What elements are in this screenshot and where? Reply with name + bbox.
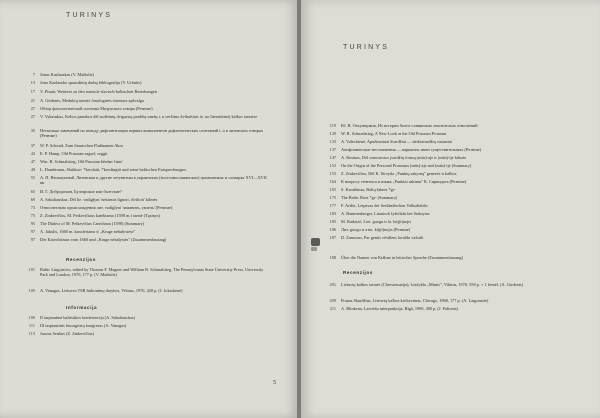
toc-entry: 27 Обзор фонологической системы Медукского говора (Резюме) bbox=[30, 106, 153, 111]
toc-entry: 211 A. Blinkena, Latviešu interpunkcija, Rīgā, 1969, 400 p. (J. Palionis) bbox=[329, 306, 458, 311]
page-number: 5 bbox=[273, 380, 276, 386]
toc-entry: 65 И. Г. Добродомов, Булгарские или балтские? bbox=[30, 189, 122, 194]
toc-entry: 188 Über die Namen von Krābne in lettischer Sprache (Zusammenfassung) bbox=[329, 255, 463, 260]
toc-entry: 201 Lietuvių kalbos tarmės (Chrestomatija), Leidykla „Mintis", Vilnius, 1970, 558 p. + 1 žemėl. (A. Girdenis) bbox=[329, 282, 524, 287]
toc-entry: 75 Z. Zinkevičius, M. Petkevičiaus katekizmo (1598 m.) tarmė (Tęsinys) bbox=[30, 213, 161, 218]
toc-entry: 152 On the Origin of the Personal Pronouns (mūs)-aje and (mūs)-ije (Summary) bbox=[329, 163, 472, 168]
toc-entry: 73 Относительно происхождения лит. vadiglyni 'заманить, увлечь' (Резюме) bbox=[30, 205, 173, 210]
toc-entry: 27 V. Vykauskas, Kelios pastabos dėl sudėtinių dvigarsių pradžių sandų i, u veržimo dvibalsiais ie, uo literatūrinėj kalbos tarmėse bbox=[30, 114, 258, 119]
toc-entry: 109 II tarptautinė baltistikos konferencija (A. Sabaliauskas) bbox=[28, 315, 135, 320]
toc-entry: 97 Der Katechismus vom 1660 und „Kruge nebalystės" (Zusammenfassung) bbox=[30, 237, 167, 242]
toc-entry: 97 A. Jakulis, 1660 m. kancleriams ir „Kruge nebalystėse" bbox=[30, 229, 136, 234]
right-page-heading: TURINYS bbox=[343, 44, 390, 51]
toc-entry: 147 A. Rosinas, Dėl senosiosios įvardžių formų (mūs)-aje ir (mūs)-ije kilmės bbox=[329, 155, 467, 160]
reviews-section-title: Recenzijos bbox=[66, 257, 96, 262]
toc-entry: 185 M. Rudzytė, Liet. guogu tr la. kūj(i)nojis bbox=[329, 219, 412, 224]
toc-entry: 137 Апофонические местоимения — варианты имен существительных (Резюме) bbox=[329, 147, 482, 152]
toc-entry: 209 Pranas Skardžius, Lietuvių kalbos kirčiavimas, Chicago, 1968, 177 p. (A. Laigonaitė) bbox=[329, 298, 489, 303]
toc-entry: 7 Jonas Kazlauskas (V. Mažiulis) bbox=[32, 72, 94, 77]
ink-smudge bbox=[311, 247, 317, 251]
toc-entry: 153 Z. Zinkevičius, Dėl K. Sirvydo „Punktų sakymų" genezės ir kalbos bbox=[329, 171, 457, 176]
toc-entry: 129 W. R. Schmalstieg, A New Look at the Old Prussian Pronoun bbox=[329, 131, 447, 136]
toc-entry: 21 A. Girdenis, Medukių tarmės fonologinės sistemos apžvalga bbox=[30, 98, 144, 103]
toc-entry: 55 А. П. Непокупный, Литовская и другие летувизмы в украинских (восточнославянских) грамматиках и словарях XVI—XVII вв. bbox=[30, 175, 267, 186]
ink-smudge bbox=[311, 238, 320, 246]
toc-entry: 111 III tarptautinis finougristų kongresas (A. Vanagas) bbox=[28, 323, 127, 328]
toc-entry: 35 Несколько замечаний по поводу дифтонгизации первых компонентов дифтонгических сочетаний i, u в литовских говорах (Резюме) bbox=[30, 128, 263, 139]
toc-entry: 37 W. P. Schmid, Zum litauischen Flußnamen Akra bbox=[30, 143, 123, 148]
left-page bbox=[0, 0, 299, 418]
toc-entry: 119 Ю. В. Откупщиков, Из истории балто-славянских лексических отношений bbox=[329, 123, 478, 128]
toc-entry: 13 Jono Kazlausko spausdintų darbų bibliografija (V. Urbutis) bbox=[30, 80, 142, 85]
toc-entry: 165 S. Karaliūnas, Baltų šaknis *gr- bbox=[329, 187, 396, 192]
toc-entry: 164 К вопросу генезиса и языка „Punktai sakimu" К. Сирвидаса (Резюме) bbox=[329, 179, 467, 184]
toc-entry: 49 L. Dambiunas, Slaitkuo- *kerslaiti, *kerslingiti und seine baltischen Entsprechungen bbox=[30, 167, 186, 172]
toc-entry: 101 Baltic Linguistics, edited by Thomas F. Magner and William R. Schmalstieg, The Pennsylvania State University Press, University Park and London, 1970, 177 p. (V. Mažiulis) bbox=[28, 267, 264, 278]
toc-entry: 187 D. Zamozas, Par gentis vēstīlem lavaldu valodā bbox=[329, 235, 423, 240]
toc-entry: 133 A. Valeckienė, Apažioniniai žvardžiai — daiktavardžių variantai bbox=[329, 139, 452, 144]
toc-entry: 17 V. Pisani, Weiteres zu den iranisch-slavisch-baltischen Beziehungen bbox=[30, 89, 157, 94]
toc-entry: 183 A. Bammesberger, Litauisch lyžti/ūda bei Stalnytas bbox=[329, 211, 430, 216]
toc-entry: 105 A. Vanagas, Lietuvos TSR hidronimų darybos, Vilnius, 1970, 428 p. (J. Jokaitienė) bbox=[28, 288, 183, 293]
toc-entry: 47 Wm. R. Schmalstieg, Old Prussian kērdan 'time' bbox=[30, 159, 123, 164]
information-section-title: Informacija bbox=[66, 305, 98, 310]
reviews-section-title: Recenzijos bbox=[343, 270, 373, 275]
toc-entry: 175 The Baltic Root *gr- (Summary) bbox=[329, 195, 398, 200]
toc-entry: 69 A. Sabaliauskas, Dėl lie. vadiglyni 'nekirmis lignoti, išvilioti' kilmės bbox=[30, 197, 158, 202]
toc-entry: 113 Juozas Senkus (Z. Zinkevičius) bbox=[28, 331, 94, 336]
left-page-heading: TURINYS bbox=[66, 12, 113, 19]
right-page bbox=[301, 0, 600, 418]
toc-entry: 95 The Dialect of M. Petkevičius Catechism (1598) (Summary) bbox=[30, 221, 145, 226]
toc-entry: 43 E. P. Hamp, Old Prussian sagsel, seggit bbox=[30, 151, 108, 156]
toc-entry: 177 F. Arište, Leipavas der Seeländischen Volksdialekt bbox=[329, 203, 428, 208]
toc-entry: 186 Лит. guogu и лтш. kūj(i)nojis (Резюме) bbox=[329, 227, 411, 232]
